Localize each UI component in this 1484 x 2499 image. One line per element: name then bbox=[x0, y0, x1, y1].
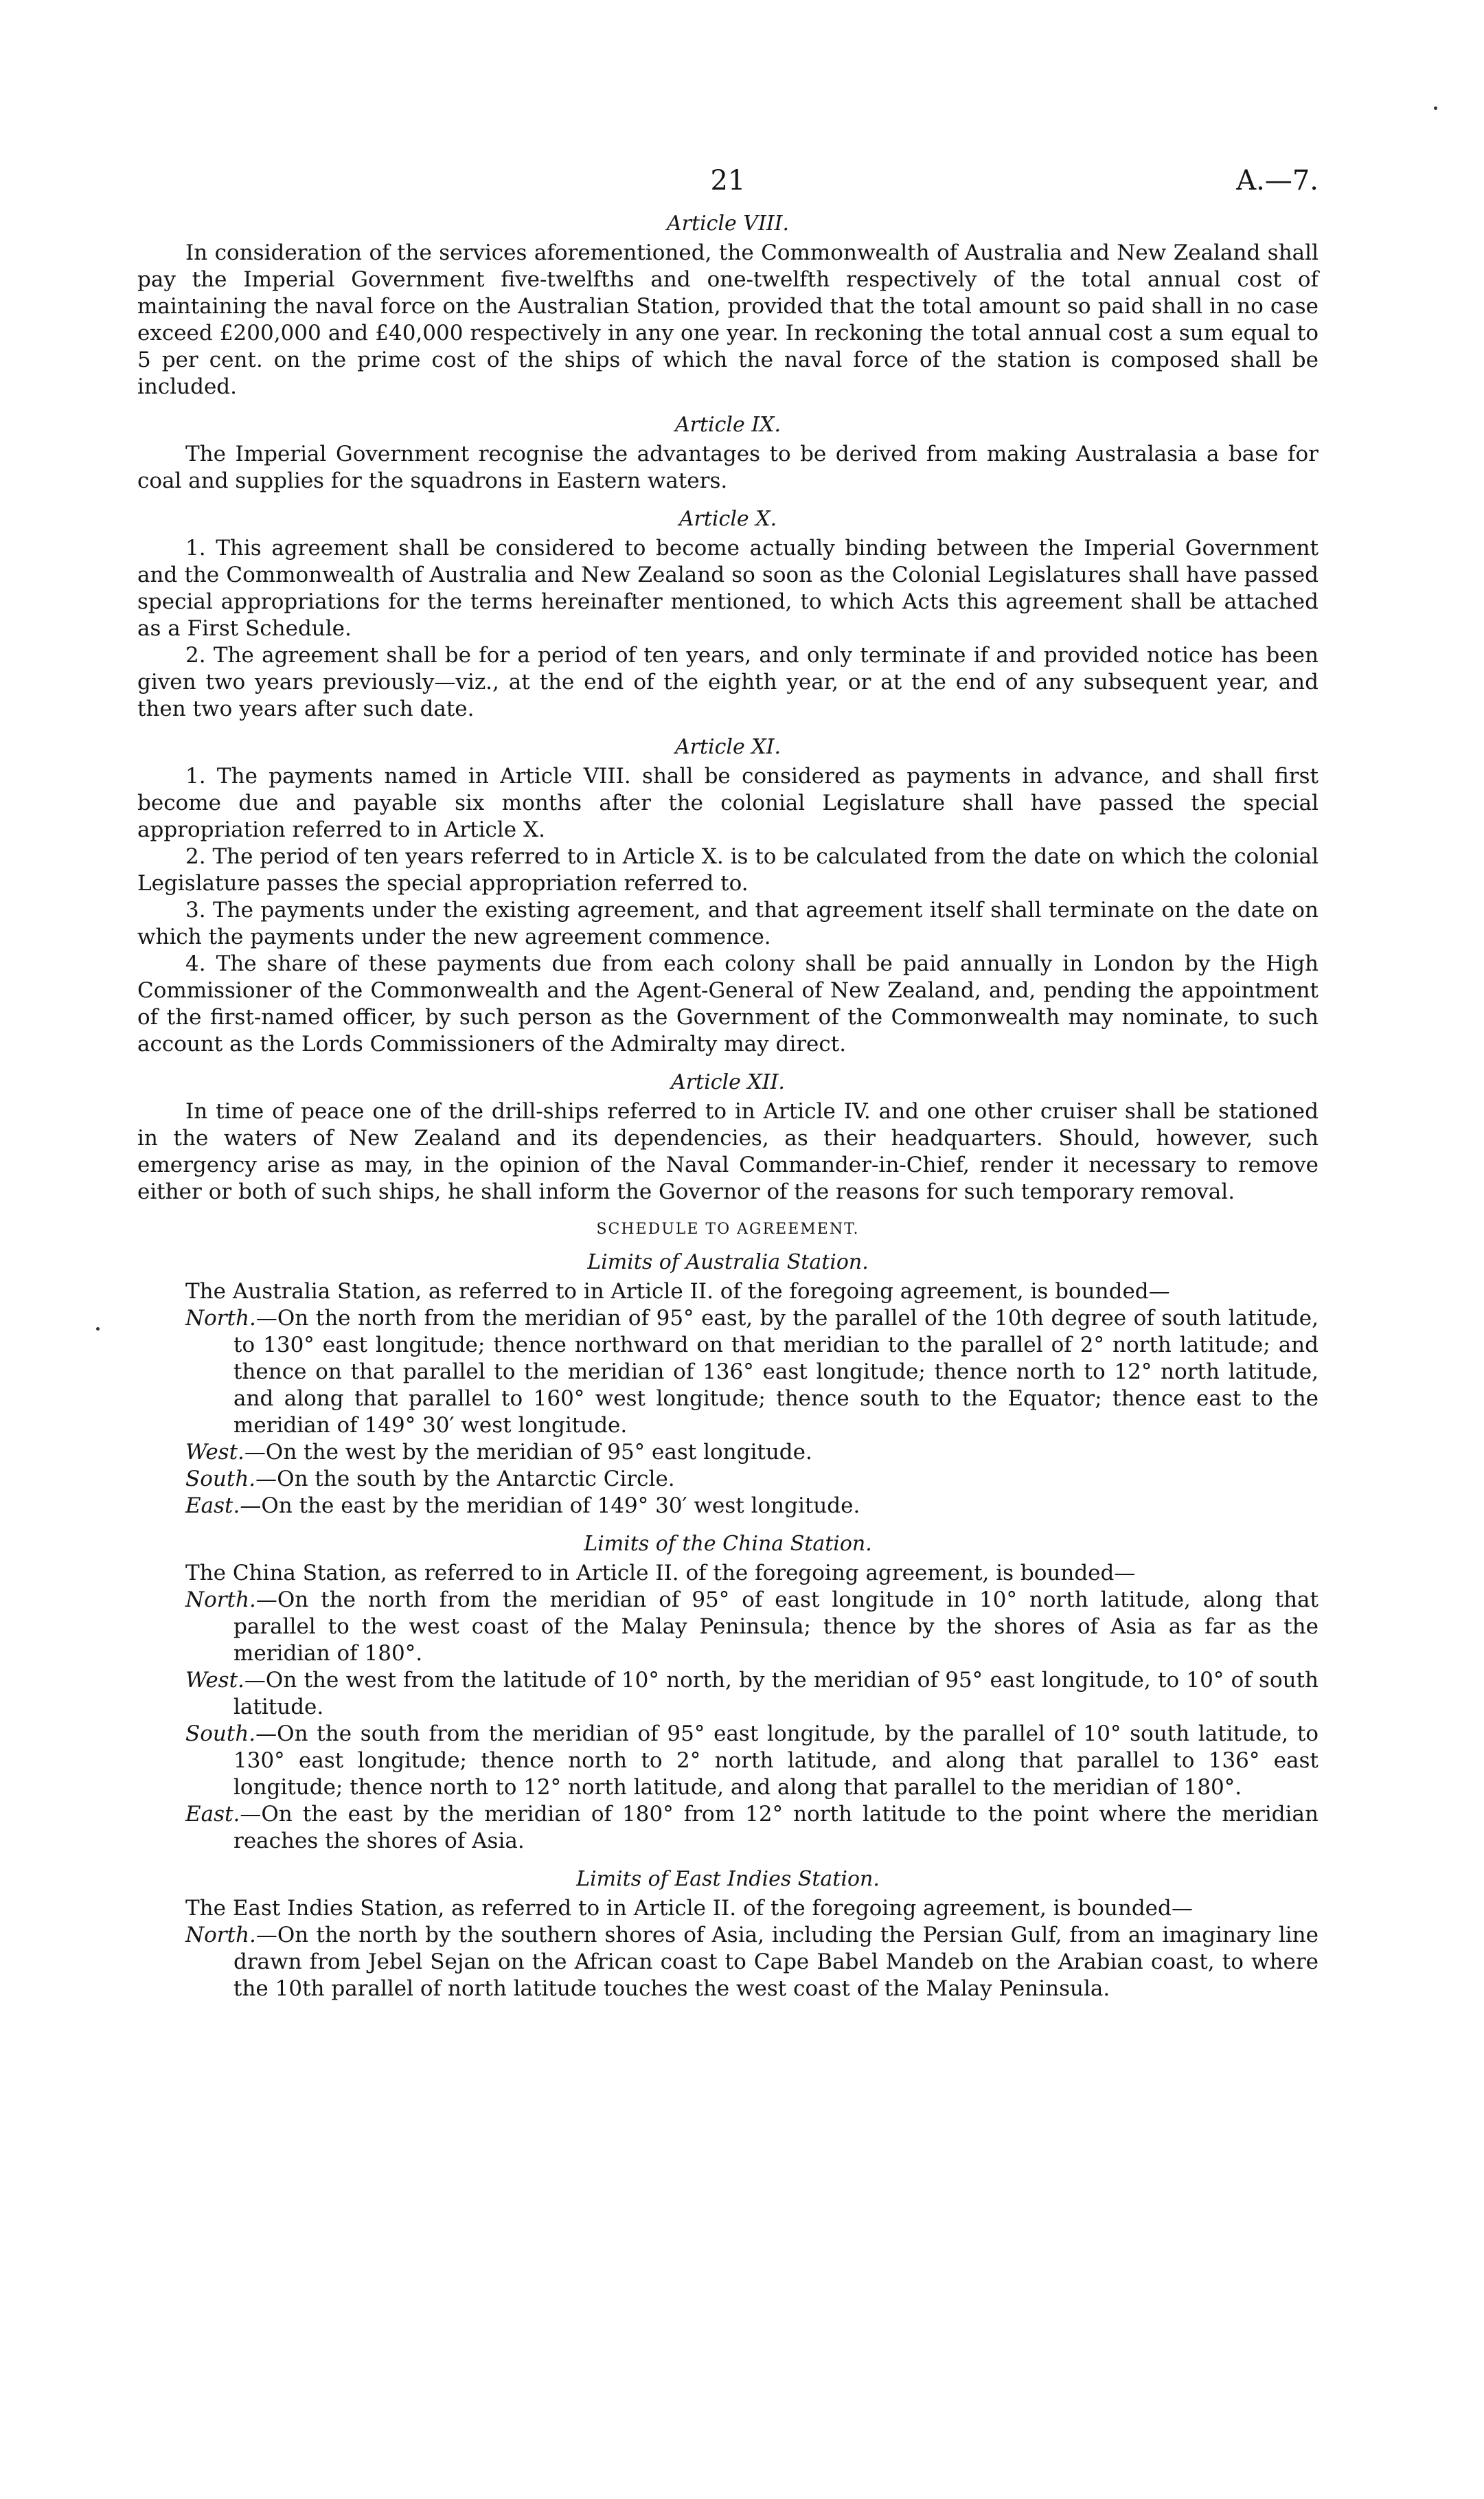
china-station-heading: Limits of the China Station. bbox=[584, 1532, 872, 1556]
bound-direction: East. bbox=[185, 1802, 240, 1827]
east-indies-bound-north bbox=[185, 1922, 1319, 2002]
bound-direction: West. bbox=[185, 1668, 244, 1693]
east-indies-station bbox=[137, 1867, 1319, 2002]
bound-text: —On the south from the meridian of 95° east longitude, by the parallel of 10° south latitude, to 130° east longitude; thence north to 2° north latitude, and along that parallel to 136° east longitude; thence north to 12° north latitude, and along that parallel to the meridian of 180°. bbox=[233, 1721, 1319, 1800]
article-x-heading: Article X. bbox=[678, 507, 777, 531]
bound-direction: East. bbox=[185, 1493, 240, 1518]
australia-station bbox=[137, 1250, 1319, 1519]
article-x-paragraph-2: 2. The agreement shall be for a period of ten years, and only terminate if and provided notice has been given two years previously—viz., at the end of the eighth year, or at the end of any subsequent year, and then two years after such date. bbox=[137, 643, 1319, 721]
bound-direction: West. bbox=[185, 1440, 244, 1465]
article-viii bbox=[137, 212, 1319, 400]
bound-text: —On the west from the latitude of 10° north, by the meridian of 95° east longitude, to 10° of south latitude. bbox=[233, 1668, 1319, 1719]
east-indies-station-heading: Limits of East Indies Station. bbox=[576, 1867, 880, 1891]
bound-text: —On the west by the meridian of 95° east longitude. bbox=[244, 1440, 812, 1465]
china-station bbox=[137, 1532, 1319, 1855]
china-station-intro: The China Station, as referred to in Article II. of the foregoing agreement, is bounded— bbox=[185, 1561, 1136, 1585]
article-ix-paragraph: The Imperial Government recognise the advantages to be derived from making Australasia a base for coal and supplies for the squadrons in Eastern waters. bbox=[137, 442, 1319, 493]
schedule-heading: SCHEDULE TO AGREEMENT. bbox=[596, 1221, 860, 1238]
china-bound-south bbox=[185, 1721, 1319, 1801]
article-viii-heading: Article VIII. bbox=[666, 212, 790, 236]
australia-station-intro: The Australia Station, as referred to in Article II. of the foregoing agreement, is bounded— bbox=[185, 1279, 1170, 1304]
document-page bbox=[137, 124, 1319, 2008]
article-xii-heading: Article XII. bbox=[671, 1070, 785, 1094]
page-header bbox=[137, 124, 1319, 199]
article-xii bbox=[137, 1070, 1319, 1206]
stray-mark-left bbox=[96, 1327, 100, 1331]
article-x bbox=[137, 507, 1319, 723]
china-bound-east bbox=[185, 1801, 1319, 1855]
australia-station-heading: Limits of Australia Station. bbox=[587, 1250, 869, 1274]
document-reference: A.—7. bbox=[1236, 165, 1319, 196]
china-bound-west bbox=[185, 1667, 1319, 1721]
bound-text: —On the east by the meridian of 149° 30′ west longitude. bbox=[240, 1493, 860, 1518]
article-xi bbox=[137, 735, 1319, 1058]
article-xi-heading: Article XI. bbox=[674, 735, 781, 759]
article-xi-paragraph-1: 1. The payments named in Article VIII. shall be considered as payments in advance, and shall first become due and payable six months after the colonial Legislature shall have passed the special appropriation referred to in Article X. bbox=[137, 764, 1319, 842]
australia-bound-east bbox=[185, 1493, 1319, 1519]
bound-text: —On the east by the meridian of 180° from 12° north latitude to the point where the meridian reaches the shores of Asia. bbox=[233, 1802, 1319, 1853]
bound-direction: North. bbox=[185, 1306, 256, 1331]
article-viii-paragraph: In consideration of the services aforementioned, the Commonwealth of Australia and New Zealand shall pay the Imperial Government five-twelfths and one-twelfth respectively of the total annual cost of maintaining the naval force on the Australian Station, provided that the total amount so paid shall in no case exceed £200,000 and £40,000 respectively in any one year. In reckoning the total annual cost a sum equal to 5 per cent. on the prime cost of the ships of which the naval force of the station is composed shall be included. bbox=[137, 240, 1319, 399]
article-ix-heading: Article IX. bbox=[674, 413, 781, 437]
article-xi-paragraph-3: 3. The payments under the existing agreement, and that agreement itself shall terminate on the date on which the payments under the new agreement commence. bbox=[137, 898, 1319, 949]
bound-text: —On the south by the Antarctic Circle. bbox=[255, 1467, 675, 1491]
article-xi-paragraph-4: 4. The share of these payments due from each colony shall be paid annually in London by the High Commissioner of the Commonwealth and the Agent-General of New Zealand, and, pending the appointment of the first-named officer, by such person as the Government of the Commonwealth may nominate, to such account as the Lords Commissioners of the Admiralty may direct. bbox=[137, 951, 1319, 1056]
page-number: 21 bbox=[710, 165, 746, 196]
bound-direction: North. bbox=[185, 1923, 256, 1947]
bound-text: —On the north from the meridian of 95° east, by the parallel of the 10th degree of south latitude, to 130° east longitude; thence northward on that meridian to the parallel of 2° north latitude; and thence on that parallel to the meridian of 136° east longitude; thence north to 12° north latitude, and along that parallel to 160° west longitude; thence south to the Equator; thence east to the meridian of 149° 30′ west longitude. bbox=[233, 1306, 1319, 1438]
bound-direction: South. bbox=[185, 1467, 256, 1491]
australia-bound-west bbox=[185, 1439, 1319, 1466]
stray-mark-top-right bbox=[1434, 106, 1437, 110]
east-indies-station-intro: The East Indies Station, as referred to in Article II. of the foregoing agreement, is bounded— bbox=[185, 1896, 1193, 1921]
bound-direction: South. bbox=[185, 1721, 256, 1746]
article-xi-paragraph-2: 2. The period of ten years referred to in Article X. is to be calculated from the date on which the colonial Legislature passes the special appropriation referred to. bbox=[137, 844, 1319, 896]
bound-text: —On the north by the southern shores of Asia, including the Persian Gulf, from an imaginary line drawn from Jebel Sejan on the African coast to Cape Babel Mandeb on the Arabian coast, to where the 10th parallel of north latitude touches the west coast of the Malay Peninsula. bbox=[233, 1923, 1319, 2001]
bound-direction: North. bbox=[185, 1587, 256, 1612]
australia-bound-north bbox=[185, 1305, 1319, 1439]
article-ix bbox=[137, 413, 1319, 495]
australia-bound-south bbox=[185, 1466, 1319, 1493]
china-bound-north bbox=[185, 1587, 1319, 1667]
article-x-paragraph-1: 1. This agreement shall be considered to become actually binding between the Imperial Government and the Commonwealth of Australia and New Zealand so soon as the Colonial Legislatures shall have passed special appropriations for the terms hereinafter mentioned, to which Acts this agreement shall be attached as a First Schedule. bbox=[137, 536, 1319, 641]
article-xii-paragraph: In time of peace one of the drill-ships referred to in Article IV. and one other cruiser shall be stationed in the waters of New Zealand and its dependencies, as their headquarters. Should, however, such emergency arise as may, in the opinion of the Naval Commander-in-Chief, render it necessary to remove either or both of such ships, he shall inform the Governor of the reasons for such temporary removal. bbox=[137, 1099, 1319, 1204]
bound-text: —On the north from the meridian of 95° of east longitude in 10° north latitude, along that parallel to the west coast of the Malay Peninsula; thence by the shores of Asia as far as the meridian of 180°. bbox=[233, 1587, 1319, 1666]
